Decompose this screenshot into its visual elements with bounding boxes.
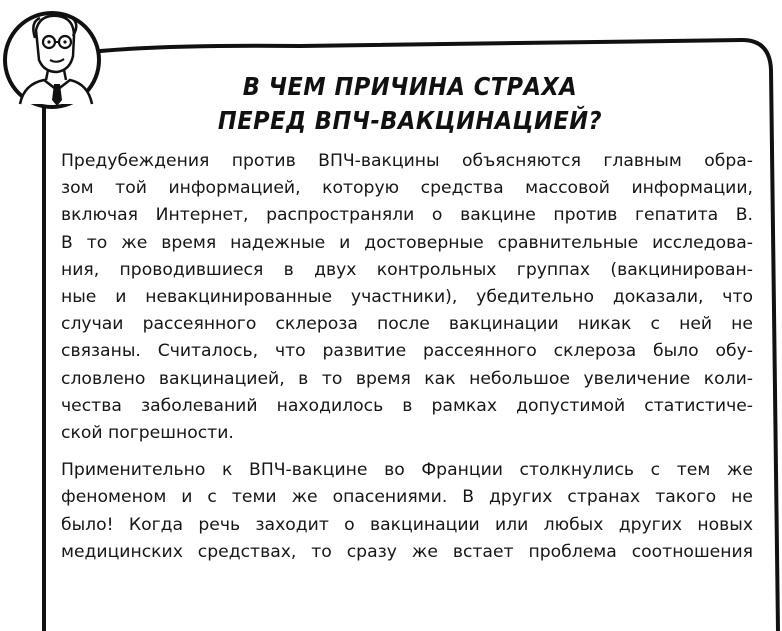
- text-line: медицинских средствах, то сразу же встает проблема соотношения: [61, 541, 753, 562]
- doctor-avatar: [5, 13, 99, 107]
- text-line: было! Когда речь заходит о вакцинации или любых других новых: [61, 514, 753, 535]
- text-line: феноменом и с теми же опасениями. В других странах такого не: [61, 487, 753, 508]
- text-line: словлено вакцинацией, в то время как небольшое увеличение коли-: [61, 368, 753, 389]
- paragraph-2: [61, 457, 753, 566]
- text-line: Предубеждения против ВПЧ-вакцины объясняются главным обра-: [61, 151, 753, 171]
- text-line: связаны. Считалось, что развитие рассеянного склероза было обу-: [61, 341, 753, 362]
- text-line: В то же время надежные и достоверные сравнительные исследова-: [61, 232, 753, 253]
- text-line: случаи рассеянного склероза после вакцинации никак с ней не: [61, 314, 753, 335]
- paragraph-1: [61, 148, 753, 447]
- text-line: зом той информацией, которую средства массовой информации,: [61, 178, 753, 199]
- box-title: [150, 70, 670, 138]
- text-line: Применительно к ВПЧ-вакцине во Франции столкнулись с тем же: [61, 460, 753, 481]
- text-line: ные и невакцинированные участники), убедительно доказали, что: [61, 287, 753, 308]
- text-line: ния, проводившиеся в двух контрольных группах (вакцинирован-: [61, 259, 753, 280]
- body-text: [61, 148, 753, 576]
- title-line-1: В ЧЕМ ПРИЧИНА СТРАХА: [242, 72, 578, 101]
- text-line: ской погрешности.: [61, 423, 234, 444]
- title-line-2: ПЕРЕД ВПЧ-ВАКЦИНАЦИЕЙ?: [217, 106, 603, 135]
- text-line: чества заболеваний находилось в рамках допустимой статистиче-: [61, 395, 753, 416]
- text-line: включая Интернет, распространяли о вакцине против гепатита В.: [61, 205, 753, 226]
